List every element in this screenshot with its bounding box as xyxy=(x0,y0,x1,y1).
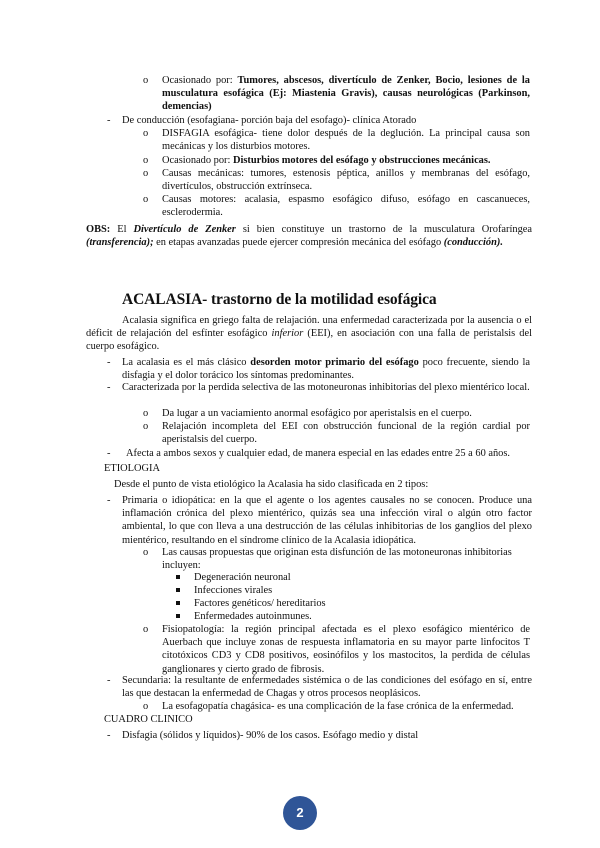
dash-bullet-icon: - xyxy=(107,675,111,686)
section-title: ACALASIA- trastorno de la motilidad esofágica xyxy=(122,291,437,308)
cuadro-clinico-heading: CUADRO CLINICO xyxy=(104,714,193,725)
circle-bullet-icon: o xyxy=(143,194,149,205)
circle-bullet-icon: o xyxy=(143,624,149,635)
causa-item: Infecciones virales xyxy=(194,585,273,596)
fisiopatologia: Fisiopatología: la región principal afectada es el plexo esofágico mientérico de Auerbach que incluye zonas de respuesta inflamatoria en su mayor parte linfocitos T citotóxicos CD3 y CD8 positivos, eosinófilos y los mastocitos, la perdida de células ganglionares y cierto grado de fibrosis. xyxy=(162,624,530,675)
obs-paragraph: OBS: El Divertículo de Zenker si bien constituye un trastorno de la musculatura Orofaríngea (transferencia); en etapas avanzadas puede ejercer compresión mecánica del esófago (conducción). xyxy=(86,224,532,249)
square-bullet-icon xyxy=(176,588,180,592)
causas-propuestas: Las causas propuestas que originan esta disfunción de las motoneuronas inhibitorias incluyen: xyxy=(162,547,512,572)
square-bullet-icon xyxy=(176,614,180,618)
acalasia-bullet-motoneuronas: Caracterizada por la perdida selectiva de las motoneuronas inhibitorias del plexo mientérico local. xyxy=(122,382,530,393)
dash-bullet-icon: - xyxy=(107,448,111,459)
causa-item: Factores genéticos/ hereditarios xyxy=(194,598,326,609)
ocasionado-disturbios: Ocasionado por: Disturbios motores del esófago y obstrucciones mecánicas. xyxy=(162,155,491,166)
dash-bullet-icon: - xyxy=(107,382,111,393)
acalasia-bullet-clasico: La acalasia es el más clásico desorden motor primario del esófago poco frecuente, siendo la disfagia y el dolor torácico los síntomas predominantes. xyxy=(122,357,530,382)
secundaria: Secundaria: la resultante de enfermedades sistémica o de las condiciones del esófago en sí, entre las que destacan la enfermedad de Chagas y otros procesos neoplásicos. xyxy=(122,675,532,700)
dash-bullet-icon: - xyxy=(107,115,111,126)
dash-bullet-icon: - xyxy=(107,357,111,368)
cuadro-disfagia: Disfagia (sólidos y líquidos)- 90% de los casos. Esófago medio y distal xyxy=(122,730,419,741)
page-number-badge: 2 xyxy=(283,796,317,830)
circle-bullet-icon: o xyxy=(143,155,149,166)
causas-mecanicas: Causas mecánicas: tumores, estenosis péptica, anillos y membranas del esófago, divertículos, obstrucción extrínseca. xyxy=(162,168,530,193)
causa-item: Degeneración neuronal xyxy=(194,572,291,583)
conduccion-item: De conducción (esofagiana- porción baja del esofago)- clínica Atorado xyxy=(122,115,417,126)
circle-bullet-icon: o xyxy=(143,408,149,419)
acalasia-intro: Acalasia significa en griego falta de relajación. una enfermedad caracterizada por la ausencia o el déficit de relajación del esfínter esofágico inferior (EEI), en asociación con una falla de peristalsis del cuerpo esofágico. xyxy=(86,315,532,353)
circle-bullet-icon: o xyxy=(143,168,149,179)
etiologia-heading: ETIOLOGIA xyxy=(104,463,160,474)
causas-motores: Causas motores: acalasia, espasmo esofágico difuso, esófago en cascanueces, esclerodermia. xyxy=(162,194,530,219)
circle-bullet-icon: o xyxy=(143,421,149,432)
circle-bullet-icon: o xyxy=(143,701,149,712)
circle-bullet-icon: o xyxy=(143,547,149,558)
dash-bullet-icon: - xyxy=(107,495,111,506)
esofagopatia-chagasica: La esofagopatía chagásica- es una complicación de la fase crónica de la enfermedad. xyxy=(162,701,514,712)
circle-bullet-icon: o xyxy=(143,75,149,86)
square-bullet-icon xyxy=(176,601,180,605)
square-bullet-icon xyxy=(176,575,180,579)
ocasionado-tumores: Ocasionado por: Tumores, abscesos, divertículo de Zenker, Bocio, lesiones de la musculatura esofágica (Ej: Miastenia Gravis), causas neurológicas (Parkinson, demencias) xyxy=(162,75,530,113)
causa-item: Enfermedades autoinmunes. xyxy=(194,611,312,622)
disfagia-esofagica: DISFAGIA esofágica- tiene dolor después de la deglución. La principal causa son mecánicas y los disturbios motores. xyxy=(162,128,530,153)
vaciamiento-anormal: Da lugar a un vaciamiento anormal esofágico por aperistalsis en el cuerpo. xyxy=(162,408,472,419)
circle-bullet-icon: o xyxy=(143,128,149,139)
relajacion-incompleta: Relajación incompleta del EEI con obstrucción funcional de la región cardial por aperistalsis del cuerpo. xyxy=(162,421,530,446)
primaria-idiopatica: Primaria o idiopática: en la que el agente o los agentes causales no se conocen. Produce una inflamación crónica del plexo mientérico, quizás sea una infección viral o algún otro factor ambiental, lo que con lleva a una destrucción de las células inhibitorias de los ganglios del plexo mientérico, resultando en el síndrome clínico de la Acalasia idiopática. xyxy=(122,495,532,546)
acalasia-bullet-edades: Afecta a ambos sexos y cualquier edad, de manera especial en las edades entre 25 a 60 años. xyxy=(126,448,511,459)
dash-bullet-icon: - xyxy=(107,730,111,741)
etiologia-intro: Desde el punto de vista etiológico la Acalasia ha sido clasificada en 2 tipos: xyxy=(114,479,429,490)
